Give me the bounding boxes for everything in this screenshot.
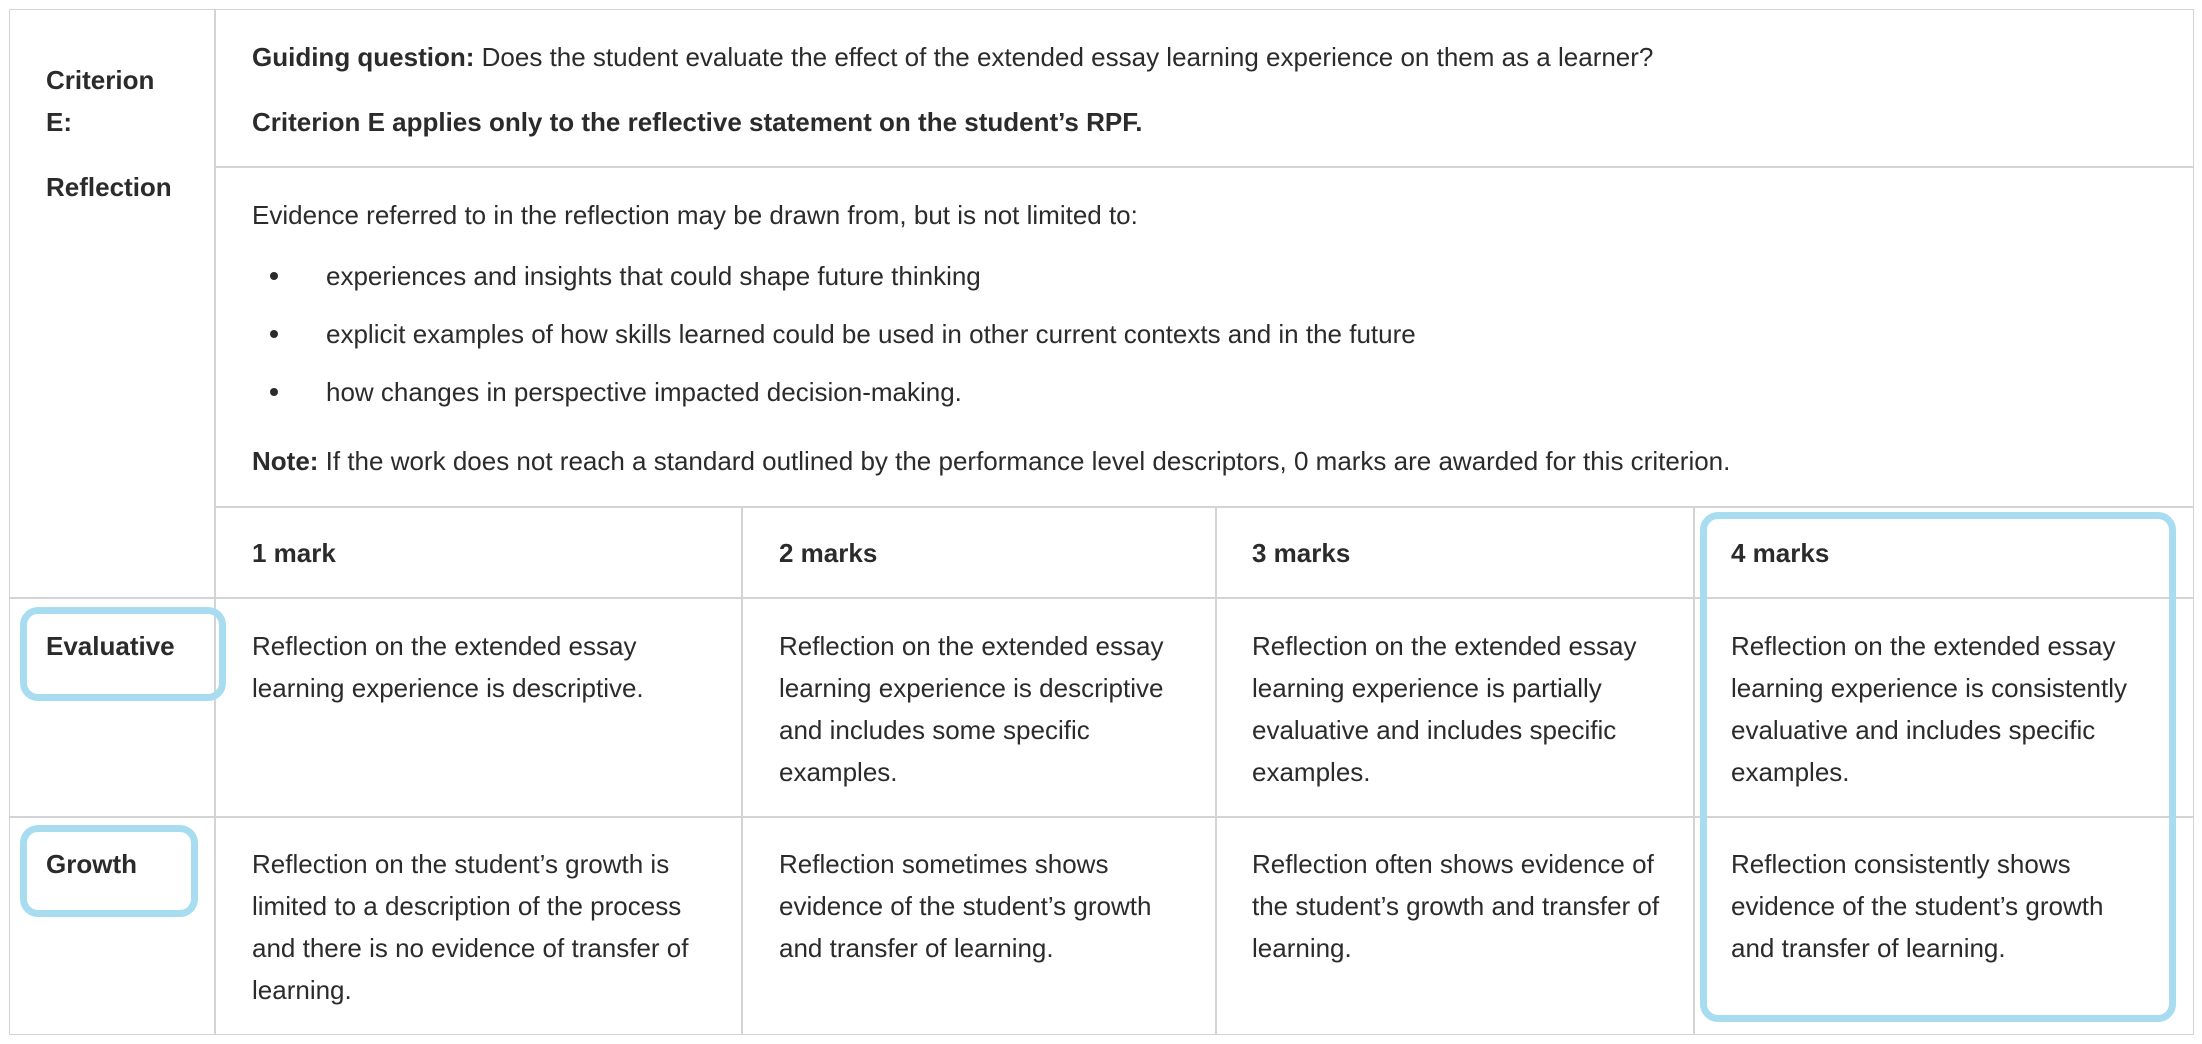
evidence-item: experiences and insights that could shape future thinking <box>270 255 1416 313</box>
evidence-item: explicit examples of how skills learned could be used in other current contexts and in the future <box>270 313 1416 371</box>
evidence-note <box>252 440 1730 482</box>
criterion-letter: E: <box>46 107 72 137</box>
cell-growth-4: Reflection consistently shows evidence of the student’s growth and transfer of learning. <box>1731 849 2104 963</box>
guiding-question <box>252 36 1653 78</box>
cell-growth-2: Reflection sometimes shows evidence of the student’s growth and transfer of learning. <box>779 849 1152 963</box>
evidence-item: how changes in perspective impacted decision-making. <box>270 371 1416 429</box>
divider-left-column <box>214 9 216 1035</box>
cell-growth-3: Reflection often shows evidence of the student’s growth and transfer of learning. <box>1252 849 1660 963</box>
criterion-label: Criterion <box>46 65 155 95</box>
guiding-question-text: Does the student evaluate the effect of the extended essay learning experience on them as a learner? <box>474 42 1654 72</box>
highlight-growth-label <box>20 825 198 917</box>
highlight-4-marks-column <box>1700 512 2176 1022</box>
note-text: If the work does not reach a standard outlined by the performance level descriptors, 0 marks are awarded for this criterion. <box>318 446 1731 476</box>
cell-evaluative-4: Reflection on the extended essay learning experience is consistently evaluative and includes specific examples. <box>1731 631 2127 787</box>
note-label: Note: <box>252 446 319 476</box>
divider-guidance-evidence <box>214 166 2194 168</box>
cell-evaluative-3: Reflection on the extended essay learning experience is partially evaluative and includes specific examples. <box>1252 631 1637 787</box>
criterion-name: Reflection <box>46 172 172 202</box>
bullet-icon <box>270 388 278 396</box>
evidence-list <box>270 255 1416 429</box>
mark-header-1: 1 mark <box>252 538 336 568</box>
highlight-evaluative-label <box>20 607 226 701</box>
divider-col-2-3 <box>1215 506 1217 1035</box>
bullet-icon <box>270 272 278 280</box>
cell-evaluative-2: Reflection on the extended essay learning experience is descriptive and includes some specific examples. <box>779 631 1164 787</box>
mark-header-3: 3 marks <box>1252 538 1351 568</box>
row-label-evaluative: Evaluative <box>46 631 175 661</box>
cell-growth-1: Reflection on the student’s growth is limited to a description of the process and there is no evidence of transfer of learning. <box>252 849 689 1005</box>
scope-note: Criterion E applies only to the reflective statement on the student’s RPF. <box>252 107 1143 137</box>
divider-col-3-4 <box>1693 506 1695 1035</box>
divider-evidence-marks <box>214 506 2194 508</box>
mark-header-4: 4 marks <box>1731 538 1830 568</box>
mark-header-2: 2 marks <box>779 538 878 568</box>
guiding-question-label: Guiding question: <box>252 42 475 72</box>
row-label-growth: Growth <box>46 849 137 879</box>
evidence-intro: Evidence referred to in the reflection may be drawn from, but is not limited to: <box>252 200 1138 230</box>
cell-evaluative-1: Reflection on the extended essay learning experience is descriptive. <box>252 631 644 703</box>
bullet-icon <box>270 330 278 338</box>
divider-col-1-2 <box>741 506 743 1035</box>
